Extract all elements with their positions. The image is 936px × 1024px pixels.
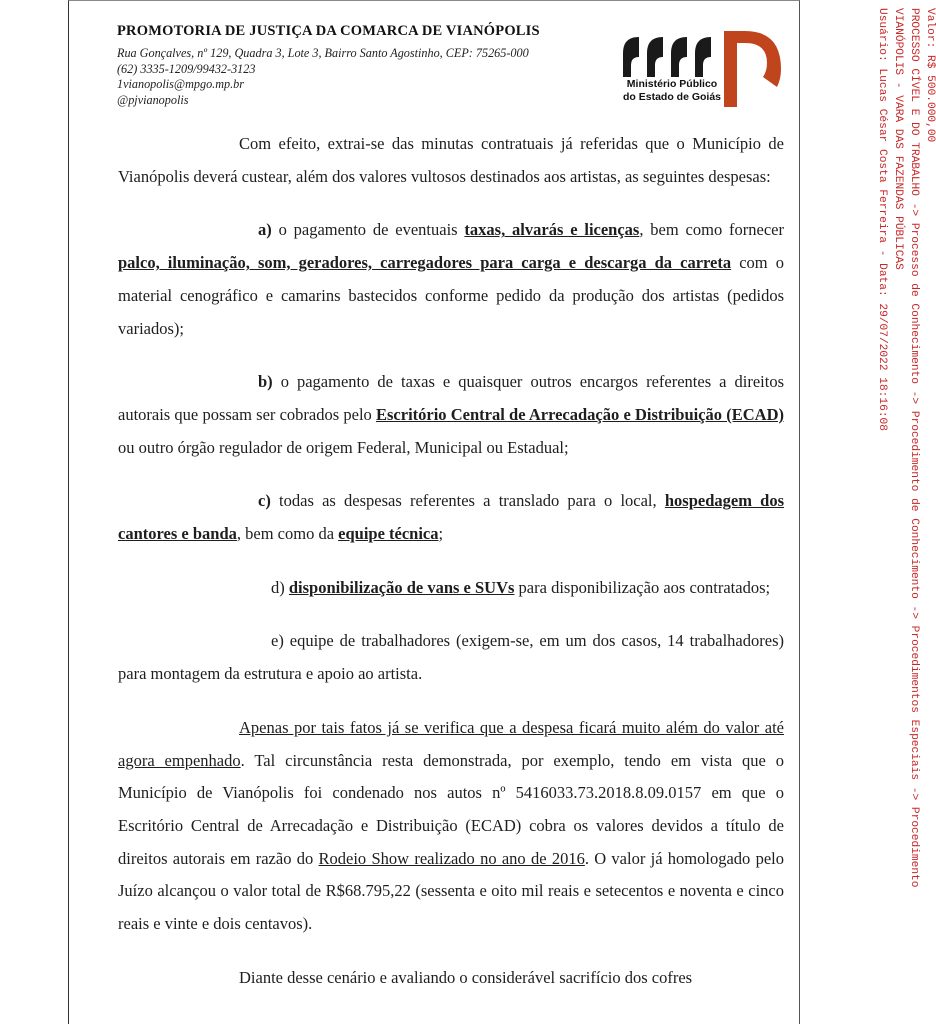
item-a-text1: o pagamento de eventuais [271, 220, 465, 240]
item-d-highlight: disponibilização de vans e SUVs [288, 577, 515, 597]
document-body [118, 128, 784, 994]
conclusion-text1: . Tal circunstância resta demonstrada, por exemplo, tendo em vista que o Município de Vianópolis foi condenado nos autos nº 5416033.73.2018.8.09.0157 em que o Escritório Central de Arrecadação e Distribuição (ECAD) cobra os valores devidos a título de direitos autorais em razão do [118, 750, 784, 868]
item-d [118, 572, 784, 605]
item-a-highlight1: taxas, alvarás e licenças [464, 220, 640, 240]
item-b-highlight: Escritório Central de Arrecadação e Distribuição (ECAD) [376, 404, 785, 424]
item-b [118, 366, 784, 464]
document-page [68, 0, 800, 1024]
item-c-label: c) [258, 491, 271, 511]
conclusion-text2: . O valor já homologado pelo Juízo alcançou o valor total de R$68.795,22 (sessenta e oito mil reais e setecentos e noventa e cinco reais e vinte e dois centavos). [118, 848, 784, 934]
electronic-filing-stamp [810, 0, 936, 1024]
item-c-text2: , bem como da [236, 524, 339, 544]
item-c-highlight1: hospedagem dos cantores e banda [118, 491, 784, 544]
paragraph-conclusion [118, 712, 784, 941]
stamp-value: Valor: R$ 500.000,00 [924, 8, 936, 143]
email-line: 1vianopolis@mpgo.mp.br [117, 77, 244, 91]
item-a-text2: , bem como fornecer [639, 220, 784, 240]
paragraph-final: Diante desse cenário e avaliando o considerável sacrifício dos cofres [239, 967, 693, 987]
item-a-highlight2: palco, iluminação, som, geradores, carregadores para carga e descarga da carreta [118, 253, 732, 273]
item-d-label: d) [271, 577, 289, 597]
item-e: e) equipe de trabalhadores (exigem-se, em um dos casos, 14 trabalhadores) para montagem da estrutura e apoio ao artista. [118, 631, 784, 684]
item-c [118, 485, 784, 550]
item-d-text: para disponibilização aos contratados; [514, 577, 771, 597]
mp-goias-logo [621, 29, 791, 109]
social-line: @pjvianopolis [117, 92, 189, 107]
logo-caption-line2: do Estado de Goiás [622, 91, 722, 103]
stamp-user-date: Usuário: Lucas César Costa Ferreira - Data: 29/07/2022 18:16:08 [876, 8, 888, 431]
item-a-text3: com o material cenográfico e camarins bastecidos conforme pedido da produção dos artistas (pedidos variados); [118, 253, 784, 338]
item-a [118, 214, 784, 345]
phone-line: (62) 3335-1209/99432-3123 [117, 61, 256, 76]
conclusion-underlined2: Rodeio Show realizado no ano de 2016 [318, 848, 585, 868]
item-c-highlight2: equipe técnica [338, 524, 439, 544]
item-b-label: b) [258, 372, 273, 392]
item-c-text3: ; [438, 524, 444, 544]
institution-title: PROMOTORIA DE JUSTIÇA DA COMARCA DE VIANÓPOLIS [117, 23, 540, 39]
item-b-text2: ou outro órgão regulador de origem Federal, Municipal ou Estadual; [118, 437, 569, 457]
address-line: Rua Gonçalves, nº 129, Quadra 3, Lote 3, Bairro Santo Agostinho, CEP: 75265-000 [117, 46, 529, 60]
conclusion-underlined1: Apenas por tais fatos já se verifica que a despesa ficará muito além do valor até agora empenhado [118, 717, 784, 770]
stamp-process: PROCESSO CÍVEL E DO TRABALHO -> Processo de Conhecimento -> Procedimento de Conhecimento -> Procedimentos Especiais -> Procedimento [908, 8, 920, 888]
paragraph-intro: Com efeito, extrai-se das minutas contratuais já referidas que o Município de Vianópolis deverá custear, além dos valores vultosos destinados aos artistas, as seguintes despesas: [118, 134, 784, 186]
item-c-text1: todas as despesas referentes a translado para o local, [270, 491, 665, 511]
logo-caption-line1: Ministério Público [626, 78, 718, 90]
item-b-text1: o pagamento de taxas e quaisquer outros encargos referentes a direitos autorais que possam ser cobrados pelo [118, 372, 784, 424]
item-a-label: a) [258, 220, 272, 240]
logo-caption [622, 78, 722, 104]
stamp-court: VIANÓPOLIS - VARA DAS FAZENDAS PÚBLICAS [892, 8, 904, 270]
